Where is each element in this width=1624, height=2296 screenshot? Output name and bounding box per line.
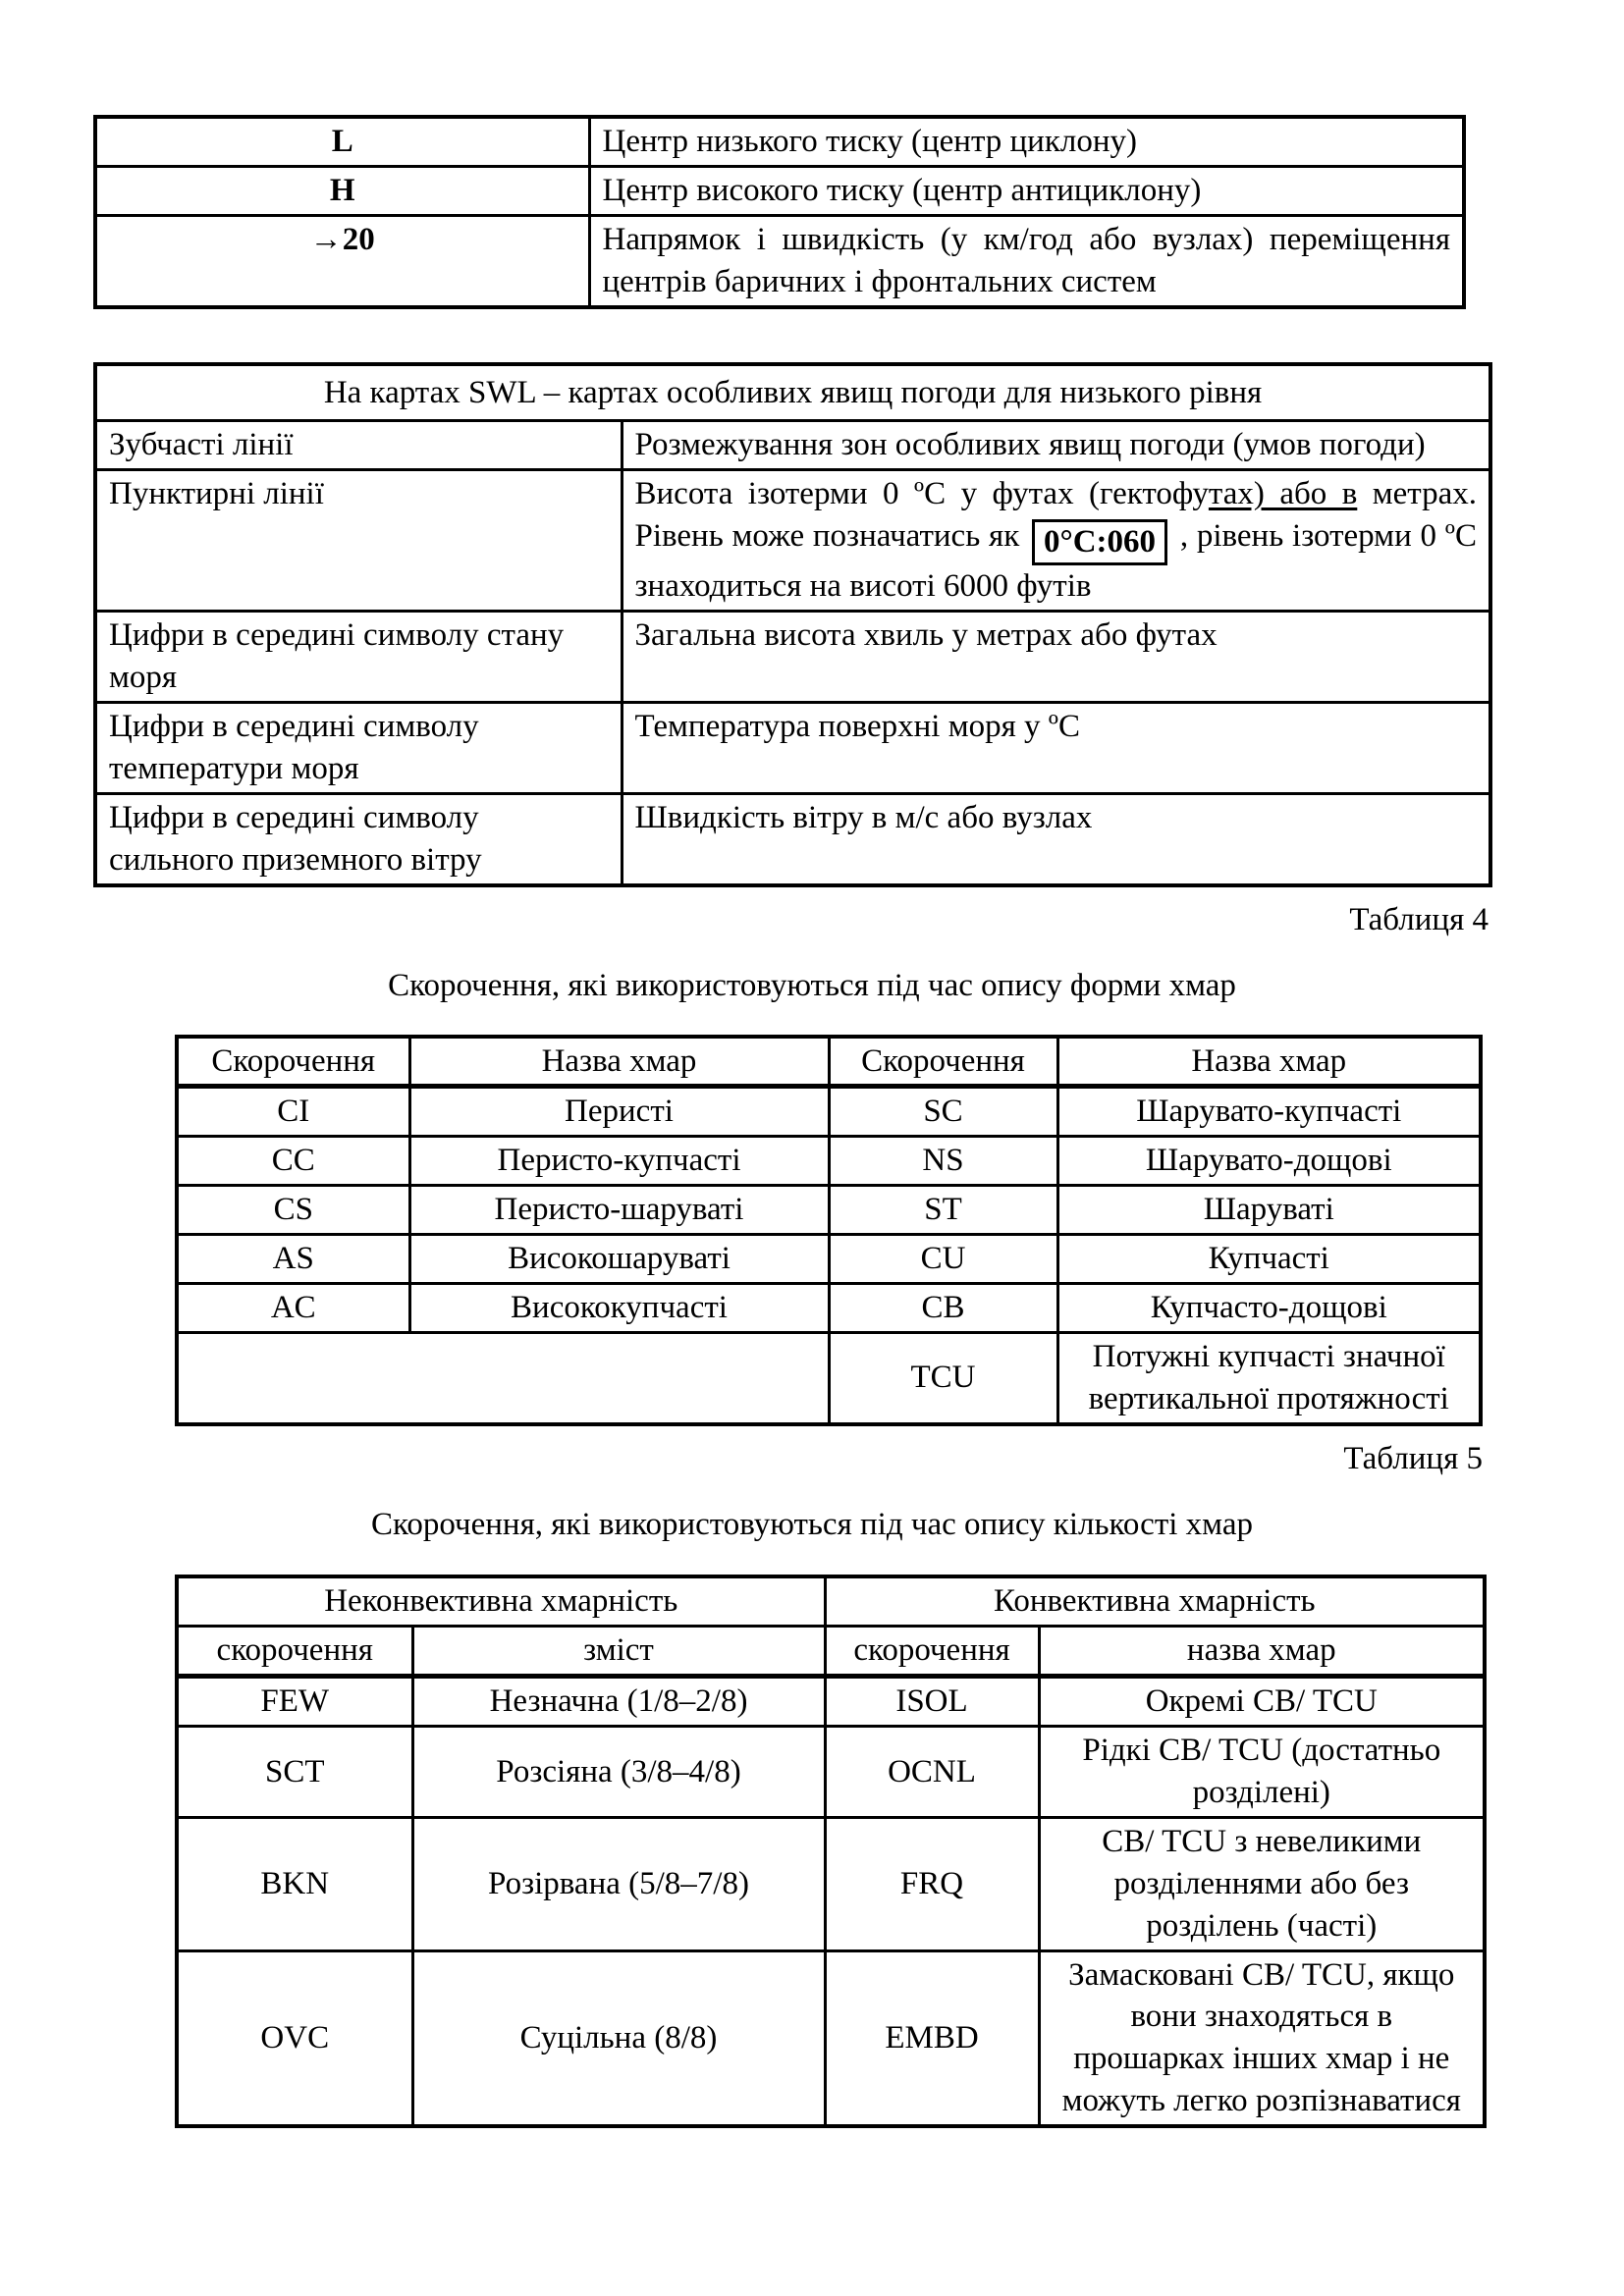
swl-table-title: На картах SWL – картах особливих явищ погоди для низького рівня [95,364,1490,421]
table-row [95,364,1490,421]
isotherm-value-box: 0°C:060 [1032,519,1167,565]
code-cell: TCU [829,1332,1057,1423]
code-cell: AS [177,1235,409,1284]
name-cell: Розсіяна (3/8–4/8) [412,1727,825,1818]
header-cell: Назва хмар [1057,1037,1481,1087]
name-cell: Перисто-купчасті [409,1137,829,1186]
code-cell: FRQ [825,1817,1039,1950]
table-row [95,703,1490,794]
group-header-row [177,1576,1485,1626]
cloud-forms-heading: Скорочення, які використовуються під час опису форми хмар [388,967,1236,1003]
isotherm-text-mid: метрах. Рівень може позначатись як [634,476,1477,555]
header-cell: скорочення [825,1627,1039,1677]
symbol-cell: H [95,166,589,215]
sub-header-row [177,1627,1485,1677]
description-cell: Центр високого тиску (центр антициклону) [589,166,1464,215]
group-header-cell: Конвективна хмарність [825,1576,1485,1626]
header-cell: скорочення [177,1627,412,1677]
name-cell: Шарувато-купчасті [1057,1087,1481,1137]
description-cell [622,470,1490,612]
code-cell: SCT [177,1727,412,1818]
table-5-label: Таблиця 5 [1343,1440,1483,1476]
name-cell: Купчасто-дощові [1057,1283,1481,1332]
table-row [177,1087,1481,1137]
name-cell: Окремі CB/ TCU [1039,1677,1485,1727]
pressure-centers-table [93,115,1466,309]
isotherm-text-pre: Висота ізотерми 0 ºС у футах (гектофу [634,476,1209,512]
code-cell: SC [829,1087,1057,1137]
code-cell: CC [177,1137,409,1186]
name-cell: Шаруваті [1057,1186,1481,1235]
description-cell: Загальна висота хвиль у метрах або футах [622,612,1490,703]
name-cell: Купчасті [1057,1235,1481,1284]
description-cell: Центр низького тиску (центр циклону) [589,117,1464,166]
name-cell: Рідкі CB/ TCU (достатньо розділені) [1039,1727,1485,1818]
term-cell: Цифри в середині символу температури моря [95,703,622,794]
table-row [95,612,1490,703]
table-row [95,470,1490,612]
symbol-cell: →20 [95,215,589,306]
group-header-cell: Неконвективна хмарність [177,1576,825,1626]
code-cell: AC [177,1283,409,1332]
table-row [177,1817,1485,1950]
name-cell: Розірвана (5/8–7/8) [412,1817,825,1950]
code-cell: CS [177,1186,409,1235]
name-cell: Суцільна (8/8) [412,1950,825,2126]
table-4-label: Таблиця 4 [1349,901,1489,937]
code-cell: EMBD [825,1950,1039,2126]
code-cell: OVC [177,1950,412,2126]
cloud-amounts-heading: Скорочення, які використовуються під час опису кількості хмар [371,1506,1253,1542]
name-cell: Висококупчасті [409,1283,829,1332]
table-row [177,1235,1481,1284]
cloud-forms-table [175,1035,1483,1426]
description-cell: Температура поверхні моря у ºС [622,703,1490,794]
code-cell: FEW [177,1677,412,1727]
code-cell: BKN [177,1817,412,1950]
header-row [177,1037,1481,1087]
table-row [177,1283,1481,1332]
name-cell: Перисто-шаруваті [409,1186,829,1235]
code-cell: CI [177,1087,409,1137]
code-cell: ST [829,1186,1057,1235]
table-row [177,1727,1485,1818]
isotherm-text-post: , рівень ізотерми 0 ºС знаходиться на висоті 6000 футів [634,518,1478,605]
term-cell: Цифри в середині символу сильного приземного вітру [95,793,622,884]
header-cell: Назва хмар [409,1037,829,1087]
name-cell: Незначна (1/8–2/8) [412,1677,825,1727]
table-row [177,1332,1481,1423]
empty-cell [177,1332,829,1423]
table-row [95,117,1464,166]
header-cell: Скорочення [829,1037,1057,1087]
header-cell: зміст [412,1627,825,1677]
term-cell: Цифри в середині символу стану моря [95,612,622,703]
cloud-amounts-table [175,1575,1487,2128]
swl-symbols-table [93,362,1492,887]
code-cell: NS [829,1137,1057,1186]
header-cell: Скорочення [177,1037,409,1087]
table-row [95,793,1490,884]
description-cell: Швидкість вітру в м/с або вузлах [622,793,1490,884]
name-cell: Перисті [409,1087,829,1137]
header-cell: назва хмар [1039,1627,1485,1677]
name-cell: Високошаруваті [409,1235,829,1284]
table-row [177,1186,1481,1235]
code-cell: CB [829,1283,1057,1332]
table-row [95,421,1490,470]
description-cell: Напрямок і швидкість (у км/год або вузлах) переміщення центрів баричних і фронтальних систем [589,215,1464,306]
name-cell: Потужні купчасті значної вертикальної протяжності [1057,1332,1481,1423]
name-cell: CB/ TCU з невеликими розділеннями або без розділень (часті) [1039,1817,1485,1950]
term-cell: Зубчасті лінії [95,421,622,470]
term-cell: Пунктирні лінії [95,470,622,612]
table-row [177,1677,1485,1727]
table-row [95,166,1464,215]
table-row [177,1137,1481,1186]
table-row [95,215,1464,306]
isotherm-text-underlined: тах) або в [1208,476,1358,512]
table-row [177,1950,1485,2126]
symbol-cell: L [95,117,589,166]
description-cell: Розмежування зон особливих явищ погоди (умов погоди) [622,421,1490,470]
name-cell: Шарувато-дощові [1057,1137,1481,1186]
name-cell: Замасковані CB/ TCU, якщо вони знаходяться в прошарках інших хмар і не можуть легко розпізнаватися [1039,1950,1485,2126]
code-cell: OCNL [825,1727,1039,1818]
code-cell: ISOL [825,1677,1039,1727]
code-cell: CU [829,1235,1057,1284]
